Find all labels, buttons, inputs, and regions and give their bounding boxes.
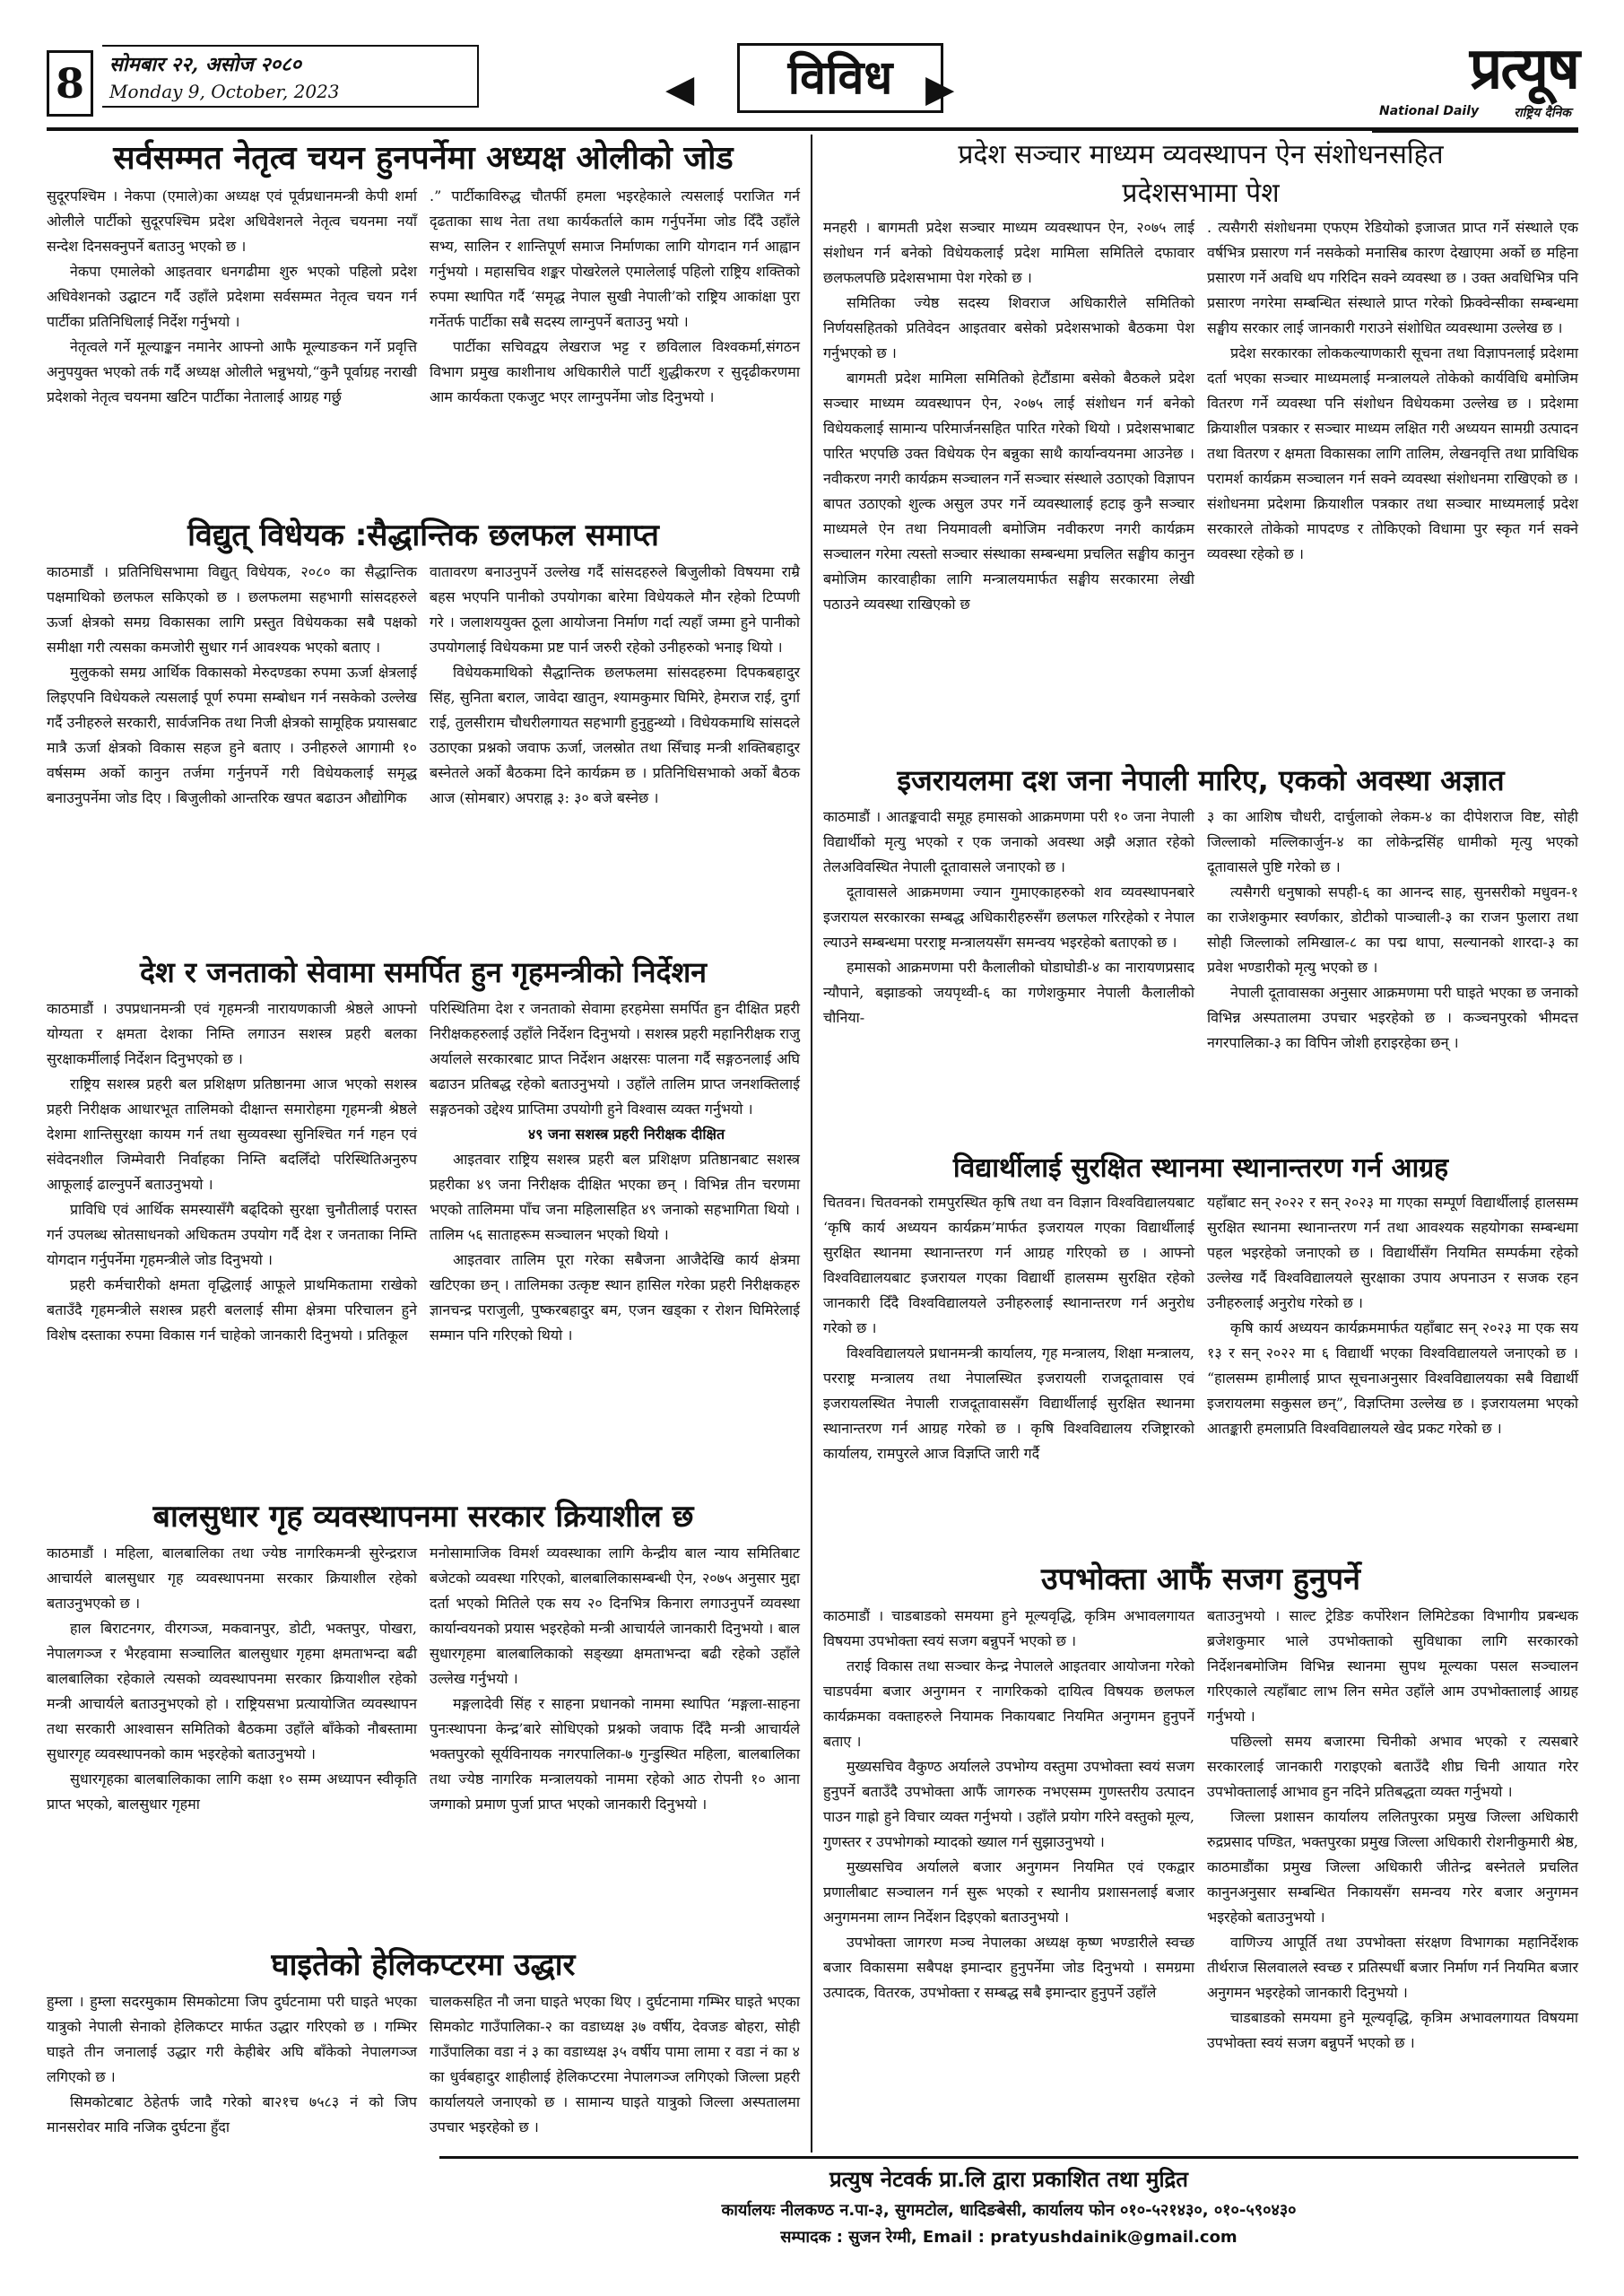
article-headline: प्रदेश सञ्चार माध्यम व्यवस्थापन ऐन संशोधनसहित xyxy=(958,139,1444,170)
paragraph: सिमकोटबाट ठेहेतर्फ जादै गरेको बा२१च ७५८३ नं को जिप मानसरोवर मावि नजिक दुर्घटना हुँदा xyxy=(47,2093,417,2135)
article-column xyxy=(47,1989,417,2140)
newspaper-logo xyxy=(1372,34,1578,133)
paragraph: कृषि कार्य अध्ययन कार्यक्रममार्फत यहाँबाट सन् २०२३ मा एक सय १३ र सन् २०२२ मा ६ विद्यार्थी भएका विश्वविद्यालयले जनाएको छ । “हालसम्म हामीलाई प्राप्त सूचनाअनुसार विश्वविद्यालयका सबै विद्यार्थी इजरायलमा सकुसल छन्”, विज्ञप्तिमा उल्लेख छ । इजरायलमा भएको आतङ्कारी हमलाप्रति विश्वविद्यालयले खेद प्रकट गरेको छ । xyxy=(1207,1319,1578,1437)
article-column xyxy=(823,215,1194,617)
paragraph: नेतृत्वले गर्ने मूल्याङ्कन नमानेर आफ्नो आफै मूल्याङकन गर्ने प्रवृत्ति अनुपयुक्त भएको तर्क गर्दै अध्यक्ष ओलीले भन्नुभयो,“कुनै पूर्वाग्रह नराखी प्रदेशको नेतृत्व चयनमा खटिन पार्टीका नेतालाई आग्रह गर्छु xyxy=(47,338,417,405)
article-columns xyxy=(47,560,800,811)
paragraph: समितिका ज्येष्ठ सदस्य शिवराज अधिकारीले समितिको निर्णयसहितको प्रतिवेदन आइतवार बसेको प्रदेशसभाको बैठकमा पेश गर्नुभएको छ । xyxy=(823,294,1194,361)
logo-wordmark: प्रत्यूष xyxy=(1469,35,1578,102)
subheading: ४९ जना सशस्त्र प्रहरी निरीक्षक दीक्षित xyxy=(527,1126,725,1143)
section-title: विविध xyxy=(737,43,943,113)
article-column xyxy=(47,184,417,410)
article-columns xyxy=(47,184,800,410)
article-columns xyxy=(823,1190,1578,1466)
paragraph: त्यसैगरी धनुषाको सपही-६ का आनन्द साह, सुनसरीको मधुवन-१ का राजेशकुमार स्वर्णकार, डोटीको पाञ्चाली-३ का राजन फुलारा तथा सोही जिल्लाको लमिखाल-८ का पद्म थापा, सल्यानको शारदा-३ का प्रवेश भण्डारीको मृत्यु भएको छ । xyxy=(1207,883,1578,976)
logo-tagline-np: राष्ट्रिय दैनिक xyxy=(1514,106,1571,120)
article-column xyxy=(430,184,800,410)
paragraph: बताउनुभयो । साल्ट ट्रेडिङ कर्पोरेशन लिमिटेडका विभागीय प्रबन्धक ब्रजेशकुमार भाले उपभोक्ताको सुविधाका लागि सरकारको निर्देशनबमोजिम विभिन्न स्थानमा सुपथ मूल्यका पसल सञ्चालन गरिएकाले त्यहाँबाट लाभ लिन समेत उहाँले आम उपभोक्तालाई आग्रह गर्नुभयो । xyxy=(1207,1607,1578,1725)
paragraph: जिल्ला प्रशासन कार्यालय ललितपुरका प्रमुख जिल्ला अधिकारी रुद्रप्रसाद पण्डित, भक्तपुरका प्रमुख जिल्ला अधिकारी रोशनीकुमारी श्रेष्ठ, काठमाडौंका प्रमुख जिल्ला अधिकारी जीतेन्द्र बस्नेतले प्रचलित कानुनअनुसार सम्बन्धित निकायसँग समन्वय गरेर बजार अनुगमन भइरहेको बताउनुभयो । xyxy=(1207,1808,1578,1926)
paragraph: मनहरी । बागमती प्रदेश सञ्चार माध्यम व्यवस्थापन ऐन, २०७५ लाई संशोधन गर्न बनेको विधेयकलाई प्रदेश मामिला समितिले दफावार छलफलपछि प्रदेशसभामा पेश गरेको छ । xyxy=(823,219,1194,286)
paragraph: आइतवार राष्ट्रिय सशस्त्र प्रहरी बल प्रशिक्षण प्रतिष्ठानबाट सशस्त्र प्रहरीका ४९ जना निरीक्षक दीक्षित भएका छन् । विभिन्न तीन चरणमा भएको तालिममा पाँच जना महिलासहित ४९ जनाको सहभागिता थियो । तालिम ५६ साताहरूम सञ्चालन भएको थियो । xyxy=(430,1151,800,1243)
editor-contact: सम्पादक : सुजन रेग्मी, Email : pratyushdainik@gmail.com xyxy=(780,2228,1238,2247)
article-headline: विद्युत् विधेयक :सैद्धान्तिक छलफल समाप्त xyxy=(187,517,659,553)
paragraph: वाणिज्य आपूर्ति तथा उपभोक्ता संरक्षण विभागका महानिर्देशक तीर्थराज सिलवालले स्वच्छ र प्रतिस्पर्धी बजार निर्माण गर्न नियमित बजार अनुगमन भइरहेको जानकारी दिनुभयो । xyxy=(1207,1934,1578,2001)
paragraph: मुलुकको समग्र आर्थिक विकासको मेरुदण्डका रुपमा ऊर्जा क्षेत्रलाई लिइएपनि विधेयकले त्यसलाई पूर्ण रुपमा सम्बोधन गर्न नसकेको उल्लेख गर्दै उनीहरुले सरकारी, सार्वजनिक तथा निजी क्षेत्रको सामूहिक प्रयासबाट मात्रै ऊर्जा क्षेत्रको विकास सहज हुने बताए । उनीहरुले आगामी १० वर्षसम्म अर्को कानुन तर्जमा गर्नुनपर्ने गरी विधेयकलाई समृद्ध बनाउनुपर्नेमा जोड दिए । बिजुलीको आन्तरिक खपत बढाउन औद्योगिक xyxy=(47,664,417,806)
paragraph: परिस्थितिमा देश र जनताको सेवामा हरहमेसा समर्पित हुन दीक्षित प्रहरी निरीक्षकहरुलाई उहाँले निर्देशन दिनुभयो । सशस्त्र प्रहरी महानिरीक्षक राजु अर्यालले सरकारबाट प्राप्त निर्देशन अक्षरसः पालना गर्दै सङ्गठनलाई अघि बढाउन प्रतिबद्ध रहेको बताउनुभयो । उहाँले तालिम प्राप्त जनशक्तिलाई सङ्गठनको उद्देश्य प्राप्तिमा उपयोगी हुने विश्वास व्यक्त गर्नुभयो । xyxy=(430,1000,800,1118)
paragraph: चितवन। चितवनको रामपुरस्थित कृषि तथा वन विज्ञान विश्वविद्यालयबाट ‘कृषि कार्य अध्ययन कार्यक्रम’मार्फत इजरायल गएका विद्यार्थीलाई सुरक्षित स्थानमा स्थानान्तरण गर्न आग्रह गरिएको छ । आफ्नो विश्वविद्यालयबाट इजरायल गएका विद्यार्थी हालसम्म सुरक्षित रहेको जानकारी दिँदै विश्वविद्यालयले उनीहरुलाई स्थानान्तरण गर्न अनुरोध गरेको छ । xyxy=(823,1194,1194,1336)
paragraph: चाडबाडको समयमा हुने मूल्यवृद्धि, कृत्रिम अभावलगायत विषयमा उपभोक्ता स्वयं सजग बन्नुपर्ने भएको छ । xyxy=(1207,2009,1578,2051)
article-headline: देश र जनताको सेवामा समर्पित हुन गृहमन्त्रीको निर्देशन xyxy=(139,955,707,989)
paragraph: मनोसामाजिक विमर्श व्यवस्थाका लागि केन्द्रीय बाल न्याय समितिबाट बजेटको व्यवस्था गरिएको, बालबालिकासम्बन्धी ऐन, २०७५ अनुसार मुद्दा दर्ता भएको मितिले एक सय २० दिनभित्र किनारा लगाउनुपर्ने व्यवस्था कार्यान्वयनको प्रयास भइरहेको मन्त्री आचार्यले जानकारी दिनुभयो । बाल सुधारगृहमा बालबालिकाको सङ्ख्या क्षमताभन्दा बढी रहेको उहाँले उल्लेख गर्नुभयो । xyxy=(430,1544,800,1687)
paragraph: काठमाडौं । प्रतिनिधिसभामा विद्युत् विधेयक, २०८० का सैद्धान्तिक पक्षमाथिको छलफल सकिएको छ । छलफलमा सहभागी सांसदहरुले ऊर्जा क्षेत्रको समग्र विकासका लागि प्रस्तुत विधेयकका सबै पक्षको समीक्षा गरी त्यसका कमजोरी सुधार गर्न आवश्यक भएको बताए । xyxy=(47,563,417,656)
article-headline: इजरायलमा दश जना नेपाली मारिए, एकको अवस्था अज्ञात xyxy=(897,763,1505,797)
page-number: 8 xyxy=(47,50,93,117)
paragraph: मुख्यसचिव वैकुण्ठ अर्यालले उपभोग्य वस्तुमा उपभोक्ता स्वयं सजग हुनुपर्ने बताउँदै उपभोक्ता आफैं जागरुक नभएसम्म गुणस्तरीय उत्पादन पाउन गाह्रो हुने विचार व्यक्त गर्नुभयो । उहाँले प्रयोग गरिने वस्तुको मूल्य, गुणस्तर र उपभोगको म्यादको ख्याल गर्न सुझाउनुभयो । xyxy=(823,1758,1194,1850)
column-divider xyxy=(811,135,812,2152)
article-column xyxy=(1207,1604,1578,2056)
publisher-title: प्रत्युष नेटवर्क प्रा.लि द्वारा प्रकाशित तथा मुद्रित xyxy=(829,2167,1188,2192)
article-columns xyxy=(47,1541,800,1817)
paragraph: काठमाडौं । आतङ्कवादी समूह हमासको आक्रमणमा परी १० जना नेपाली विद्यार्थीको मृत्यु भएको र एक जनाको अवस्था अझै अज्ञात रहेको तेलअविवस्थित नेपाली दूतावासले जनाएको छ । xyxy=(823,808,1194,875)
date-english: Monday 9, October, 2023 xyxy=(109,81,340,102)
paragraph: यहाँबाट सन् २०२२ र सन् २०२३ मा गएका सम्पूर्ण विद्यार्थीलाई हालसम्म सुरक्षित स्थानमा स्थानान्तरण गर्न तथा आवश्यक सहयोगका सम्बन्धमा पहल भइरहेको जनाएको छ । विद्यार्थीसँग नियमित सम्पर्कमा रहेको उल्लेख गर्दै विश्वविद्यालयले सुरक्षाका उपाय अपनाउन र सजक रहन उनीहरुलाई अनुरोध गरेको छ । xyxy=(1207,1194,1578,1311)
masthead xyxy=(47,34,1578,140)
dateline xyxy=(102,45,479,108)
paragraph: चालकसहित नौ जना घाइते भएका थिए । दुर्घटनामा गम्भिर घाइते भएका सिमकोट गाउँपालिका-२ का वडाध्यक्ष ३७ वर्षीय, देवजङ बोहरा, सोही गाउँपालिका वडा नं ३ का वडाध्यक्ष ३५ वर्षीय पामा लामा र वडा नं का ४ का धुर्वबहादुर शाहीलाई हेलिकप्टरमा नेपालगञ्ज लगिएको जिल्ला प्रहरी कार्यालयले जनाएको छ । सामान्य घाइते यात्रुको जिल्ला अस्पतालमा उपचार भइरहेको छ । xyxy=(430,1993,800,2135)
article-grihamantri xyxy=(47,952,800,1348)
article-column xyxy=(47,1541,417,1817)
paragraph: दूतावासले आक्रमणमा ज्यान गुमाएकाहरुको शव व्यवस्थापनबारे इजरायल सरकारका सम्बद्ध अधिकारीहरुसँग छलफल गरिरहेको र नेपाल ल्याउने सम्बन्धमा परराष्ट्र मन्त्रालयसँग समन्वय भइरहेको बताएको छ । xyxy=(823,883,1194,951)
date-nepali: सोमबार २२, असोज २०८० xyxy=(109,53,301,76)
paragraph: काठमाडौं । महिला, बालबालिका तथा ज्येष्ठ नागरिकमन्त्री सुरेन्द्रराज आचार्यले बालसुधार गृह व्यवस्थापनमा सरकार क्रियाशील रहेको बताउनुभएको छ । xyxy=(47,1544,417,1612)
article-column xyxy=(430,560,800,811)
article-column xyxy=(823,804,1194,1056)
paragraph: काठमाडौं । उपप्रधानमन्त्री एवं गृहमन्त्री नारायणकाजी श्रेष्ठले आफ्नो योग्यता र क्षमता देशका निम्ति लगाउन सशस्त्र प्रहरी बलका सुरक्षाकर्मीलाई निर्देशन दिनुभएको छ । xyxy=(47,1000,417,1067)
article-helicopter xyxy=(47,1943,800,2140)
article-columns xyxy=(47,996,800,1348)
paragraph: . त्यसैगरी संशोधनमा एफएम रेडियोको इजाजत प्राप्त गर्ने संस्थाले एक वर्षभित्र प्रसारण गर्न नसकेको मनासिब कारण देखाएमा अर्को छ महिना प्रसारण गर्ने अवधि थप गरिदिन सक्ने व्यवस्था छ । उक्त अवधिभित्र पनि प्रसारण नगरेमा सम्बन्धित संस्थाले प्राप्त गरेको फ्रिक्वेन्सीका सम्बन्धमा सङ्घीय सरकार लाई जानकारी गराउने संशोधित व्यवस्थामा उल्लेख छ । xyxy=(1207,219,1578,336)
paragraph: तराई विकास तथा सञ्चार केन्द्र नेपालले आइतवार आयोजना गरेको चाडपर्वमा बजार अनुगमन र नागरिकको दायित्व विषयक छलफल कार्यक्रमका वक्ताहरुले नियामक निकायबाट नियमित अनुगमन हुनुपर्ने बताए । xyxy=(823,1657,1194,1750)
logo-tagline xyxy=(1372,104,1578,121)
paragraph: मङ्गलादेवी सिंह र साहना प्रधानको नाममा स्थापित ‘मङ्गला-साहना पुनःस्थापना केन्द्र’बारे सोधिएको प्रश्नको जवाफ दिँदै मन्त्री आचार्यले भक्तपुरको सूर्यविनायक नगरपालिका-७ गुन्डुस्थित महिला, बालबालिका तथा ज्येष्ठ नागरिक मन्त्रालयको नाममा रहेको आठ रोपनी १० आना जग्गाको प्रमाण पुर्जा प्राप्त भएको जानकारी दिनुभयो । xyxy=(430,1695,800,1813)
article-columns xyxy=(823,1604,1578,2056)
article-israel xyxy=(823,761,1578,1056)
article-oli xyxy=(47,135,800,410)
paragraph: पार्टीका सचिवद्वय लेखराज भट्ट र छविलाल विश्वकर्मा,संगठन विभाग प्रमुख काशीनाथ अधिकारीले पार्टी शुद्धीकरण र सुदृढीकरणमा आम कार्यकता एकजुट भएर लाग्नुपर्नेमा जोड दिनुभयो । xyxy=(430,338,800,405)
article-columns xyxy=(823,804,1578,1056)
paragraph: प्राविधि एवं आर्थिक समस्यासँगै बढ्दिको सुरक्षा चुनौतीलाई परास्त गर्न उपलब्ध स्रोतसाधनको अधिकतम उपयोग गर्दै देश र जनताका निम्ति योगदान गर्नुपर्नेमा गृहमन्त्रीले जोड दिनुभयो । xyxy=(47,1201,417,1268)
article-column xyxy=(47,996,417,1348)
paragraph: विधेयकमाथिको सैद्धान्तिक छलफलमा सांसदहरुमा दिपकबहादुर सिंह, सुनिता बराल, जावेदा खातुन, श्यामकुमार घिमिरे, हेमराज राई, दुर्गा राई, तुलसीराम चौधरीलगायत सहभागी हुनुहुन्थ्यो । विधेयकमाथि सांसदले उठाएका प्रश्नको जवाफ ऊर्जा, जलस्रोत तथा सिँचाइ मन्त्री शक्तिबहादुर बस्नेतले अर्को बैठकमा दिने कार्यक्रम छ । प्रतिनिधिसभाको अर्को बैठक आज (सोमबार) अपराह्न ३: ३० बजे बस्नेछ । xyxy=(430,664,800,806)
publisher-footer xyxy=(439,2156,1578,2249)
paragraph: प्रहरी कर्मचारीको क्षमता वृद्धिलाई आफूले प्राथमिकतामा राखेको बताउँदै गृहमन्त्रीले सशस्त्र प्रहरी बललाई सीमा क्षेत्रमा परिचालन हुने विशेष दस्ताका रुपमा विकास गर्न चाहेको जानकारी दिनुभयो । प्रतिकूल xyxy=(47,1276,417,1344)
article-vidyarthi xyxy=(823,1148,1578,1466)
paragraph: सुदूरपश्चिम । नेकपा (एमाले)का अध्यक्ष एवं पूर्वप्रधानमन्त्री केपी शर्मा ओलीले पार्टीको सुदूरपश्चिम प्रदेश अधिवेशनले नेतृत्व चयनमा नयाँ सन्देश दिनसक्नुपर्ने बताउनु भएको छ । xyxy=(47,187,417,255)
paragraph: पछिल्लो समय बजारमा चिनीको अभाव भएको र त्यसबारे सरकारलाई जानकारी गराइएको बताउँदै शीघ्र चिनी आयात गरेर उपभोक्तालाई आभाव हुन नदिने प्रतिबद्धता व्यक्त गर्नुभयो । xyxy=(1207,1733,1578,1800)
paragraph: आइतवार तालिम पूरा गरेका सबैजना आजैदेखि कार्य क्षेत्रमा खटिएका छन् । तालिमका उत्कृष्ट स्थान हासिल गरेका प्रहरी निरीक्षकहरु ज्ञानचन्द्र पराजुली, पुष्करबहादुर बम, एजन खड्का र रोशन घिमिरेलाई सम्मान पनि गरिएको थियो । xyxy=(430,1251,800,1344)
paragraph: .” पार्टीकाविरुद्ध चौतर्फी हमला भइरहेकाले त्यसलाई पराजित गर्न दृढताका साथ नेता तथा कार्यकर्ताले काम गर्नुपर्नेमा जोड दिँदै उहाँले सभ्य, सालिन र शान्तिपूर्ण समाज निर्माणका लागि योगदान गर्न आह्वान गर्नुभयो । महासचिव शङ्कर पोखरेलले एमालेलाई पहिलो राष्ट्रिय शक्तिको रुपमा स्थापित गर्दै ‘समृद्ध नेपाल सुखी नेपाली’को राष्ट्रिय आकांक्षा पुरा गर्नेतर्फ पार्टीका सबै सदस्य लाग्नुपर्ने बताउनु भयो । xyxy=(430,187,800,330)
arrow-left-icon: ◀ xyxy=(665,66,695,110)
article-column xyxy=(1207,1190,1578,1466)
paragraph: प्रदेश सरकारका लोककल्याणकारी सूचना तथा विज्ञापनलाई प्रदेशमा दर्ता भएका सञ्चार माध्यमलाई मन्त्रालयले तोकेको कार्यविधि बमोजिम वितरण गर्ने व्यवस्था पनि संशोधन विधेयकमा उल्लेख छ । प्रदेशमा क्रियाशील पत्रकार र सञ्चार माध्यम लक्षित गरी अध्ययन सामग्री उत्पादन तथा वितरण र क्षमता विकासका लागि तालिम, लेखनवृत्ति तथा प्राविधिक परामर्श कार्यक्रम सञ्चालन गर्न सक्ने व्यवस्था संशोधनमा राखिएको छ । संशोधनमा प्रदेशमा क्रियाशील पत्रकार तथा सञ्चार माध्यमलाई प्रदेश सरकारले तोकेको मापदण्ड र तोकिएको विधामा पुर स्कृत गर्न सक्ने व्यवस्था रहेको छ । xyxy=(1207,344,1578,562)
paragraph: काठमाडौं । चाडबाडको समयमा हुने मूल्यवृद्धि, कृत्रिम अभावलगायत विषयमा उपभोक्ता स्वयं सजग बन्नुपर्ने भएको छ । xyxy=(823,1607,1194,1649)
article-headline: सर्वसम्मत नेतृत्व चयन हुनपर्नेमा अध्यक्ष ओलीको जोड xyxy=(113,140,734,177)
arrow-right-icon: ▶ xyxy=(925,66,955,110)
logo-tagline-en: National Daily xyxy=(1379,104,1480,118)
article-upabhokta xyxy=(823,1557,1578,2056)
article-balsudhar xyxy=(47,1494,800,1817)
article-columns xyxy=(823,215,1578,617)
paragraph: ३ का आशिष चौधरी, दार्चुलाको लेकम-४ का दीपेशराज विष्ट, सोही जिल्लाको मल्लिकार्जुन-४ का लोकेन्द्रसिंह धामीको मृत्यु भएको दूतावासले पुष्टि गरेको छ । xyxy=(1207,808,1578,875)
paragraph: हमासको आक्रमणमा परी कैलालीको घोडाघोडी-४ का नारायणप्रसाद न्यौपाने, बझाङको जयपृथ्वी-६ का गणेशकुमार नेपाली कैलालीको चौनिया- xyxy=(823,959,1194,1026)
article-column xyxy=(430,1541,800,1817)
paragraph: वातावरण बनाउनुपर्ने उल्लेख गर्दै सांसदहरुले बिजुलीको विषयमा राम्रै बहस भएपनि पानीको उपयोगका बारेमा विधेयकले मौन रहेको टिप्पणी गरे । जलाशययुक्त ठूला आयोजना निर्माण गर्दा त्यहाँ जम्मा हुने पानीको उपयोगलाई विधेयकमा प्रष्ट पार्न जरुरी रहेको उनीहरुको भनाइ थियो । xyxy=(430,563,800,656)
article-headline-line2: प्रदेशसभामा पेश xyxy=(1122,178,1280,209)
article-column xyxy=(1207,215,1578,617)
article-sanchar xyxy=(823,135,1578,617)
paragraph: विश्वविद्यालयले प्रधानमन्त्री कार्यालय, गृह मन्त्रालय, शिक्षा मन्त्रालय, परराष्ट्र मन्त्रालय तथा नेपालस्थित इजरायली राजदूतावास एवं इजरायलस्थित नेपाली राजदूतावाससँग विद्यार्थीलाई सुरक्षित स्थानमा स्थानान्तरण गर्न आग्रह गरेको छ । कृषि विश्वविद्यालय रजिष्ट्रारको कार्यालय, रामपुरले आज विज्ञप्ति जारी गर्दै xyxy=(823,1344,1194,1462)
paragraph: उपभोक्ता जागरण मञ्च नेपालका अध्यक्ष कृष्ण भण्डारीले स्वच्छ बजार विकासमा सबैपक्ष इमान्दार हुनुपर्नेमा जोड दिनुभयो । समग्रमा उत्पादक, वितरक, उपभोक्ता र सम्बद्ध सबै इमान्दार हुनुपर्ने उहाँले xyxy=(823,1934,1194,2001)
article-columns xyxy=(47,1989,800,2140)
article-column xyxy=(430,996,800,1348)
paragraph: हाल बिराटनगर, वीरगञ्ज, मकवानपुर, डोटी, भक्तपुर, पोखरा, नेपालगञ्ज र भैरहवामा सञ्चालित बालसुधार गृहमा क्षमताभन्दा बढी बालबालिका रहेकाले त्यसको व्यवस्थापनमा सरकार क्रियाशील रहेको मन्त्री आचार्यले बताउनुभएको हो । राष्ट्रियसभा प्रत्यायोजित व्यवस्थापन तथा सरकारी आश्वासन समितिको बैठकमा उहाँले बाँकेको नौबस्तामा सुधारगृह व्यवस्थापनको काम भइरहेको बताउनुभयो । xyxy=(47,1620,417,1762)
office-address: कार्यालयः नीलकण्ठ न.पा-३, सुगमटोल, धादिङबेसी, कार्यालय फोन ०१०-५२१४३०, ०१०-५९०४३० xyxy=(721,2201,1297,2220)
paragraph: हुम्ला । हुम्ला सदरमुकाम सिमकोटमा जिप दुर्घटनामा परी घाइते भएका यात्रुको नेपाली सेनाको हेलिकप्टर मार्फत उद्धार गरिएको छ । गम्भिर घाइते तीन जनालाई उद्धार गरी केहीबेर अघि बाँकेको नेपालगञ्ज लगिएको छ । xyxy=(47,1993,417,2085)
paragraph: नेपाली दूतावासका अनुसार आक्रमणमा परी घाइते भएका छ जनाको विभिन्न अस्पतालमा उपचार भइरहेको छ । कञ्चनपुरको भीमदत्त नगरपालिका-३ का विपिन जोशी हराइरहेका छन् । xyxy=(1207,984,1578,1051)
article-column xyxy=(1207,804,1578,1056)
article-headline: घाइतेको हेलिकप्टरमा उद्धार xyxy=(271,1947,576,1983)
article-column xyxy=(823,1190,1194,1466)
article-headline: विद्यार्थीलाई सुरक्षित स्थानमा स्थानान्तरण गर्न आग्रह xyxy=(952,1152,1449,1184)
article-column xyxy=(823,1604,1194,2056)
paragraph: नेकपा एमालेको आइतवार धनगढीमा शुरु भएको पहिलो प्रदेश अधिवेशनको उद्घाटन गर्दै उहाँले प्रदेशमा सर्वसम्मत नेतृत्व चयन गर्न पार्टीका प्रतिनिधिलाई निर्देश गर्नुभयो । xyxy=(47,263,417,330)
article-column xyxy=(430,1989,800,2140)
article-bidhyut xyxy=(47,513,800,811)
paragraph: सुधारगृहका बालबालिकाका लागि कक्षा १० सम्म अध्यापन स्वीकृति प्राप्त भएको, बालसुधार गृहमा xyxy=(47,1770,417,1813)
article-column xyxy=(47,560,417,811)
paragraph: मुख्यसचिव अर्यालले बजार अनुगमन नियमित एवं एकद्वार प्रणालीबाट सञ्चालन गर्न सुरू भएको र स्थानीय प्रशासनलाई बजार अनुगमनमा लाग्न निर्देशन दिइएको बताउनुभयो । xyxy=(823,1858,1194,1926)
masthead-rule xyxy=(47,127,1578,131)
paragraph: राष्ट्रिय सशस्त्र प्रहरी बल प्रशिक्षण प्रतिष्ठानमा आज भएको सशस्त्र प्रहरी निरीक्षक आधारभूत तालिमको दीक्षान्त समारोहमा गृहमन्त्री श्रेष्ठले देशमा शान्तिसुरक्षा कायम गर्न तथा सुव्यवस्था सुनिश्चित गर्न गहन एवं संवेदनशील जिम्मेवारी निर्वाहका निम्ति बदलिँदो परिस्थितिअनुरुप आफूलाई ढाल्नुपर्ने बताउनुभयो । xyxy=(47,1075,417,1193)
article-headline: बालसुधार गृह व्यवस्थापनमा सरकार क्रियाशील छ xyxy=(152,1499,694,1535)
article-headline: उपभोक्ता आफैं सजग हुनुपर्ने xyxy=(1041,1561,1360,1597)
paragraph: बागमती प्रदेश मामिला समितिको हेटौंडामा बसेको बैठकले प्रदेश सञ्चार माध्यम व्यवस्थापन ऐन, २०७५ लाई संशोधन गर्न बनेको विधेयकलाई सामान्य परिमार्जनसहित पारित गरेको थियो । प्रदेशसभाबाट पारित भएपछि उक्त विधेयक ऐन बन्नुका साथै कार्यान्वयनमा आउनेछ । नवीकरण नगरी कार्यक्रम सञ्चालन गर्ने सञ्चार संस्थाले उठाएको विज्ञापन बापत उठाएको शुल्क असुल उपर गर्ने व्यवस्थालाई हटाइ कुनै सञ्चार माध्यमले ऐन तथा नियमावली बमोजिम नवीकरण नगरी कार्यक्रम सञ्चालन गरेमा त्यस्तो सञ्चार संस्थाका सम्बन्धमा प्रचलित सङ्घीय कानुन बमोजिम कारवाहीका लागि मन्त्रालयमार्फत सङ्घीय सरकारमा लेखी पठाउने व्यवस्था राखिएको छ xyxy=(823,370,1194,613)
